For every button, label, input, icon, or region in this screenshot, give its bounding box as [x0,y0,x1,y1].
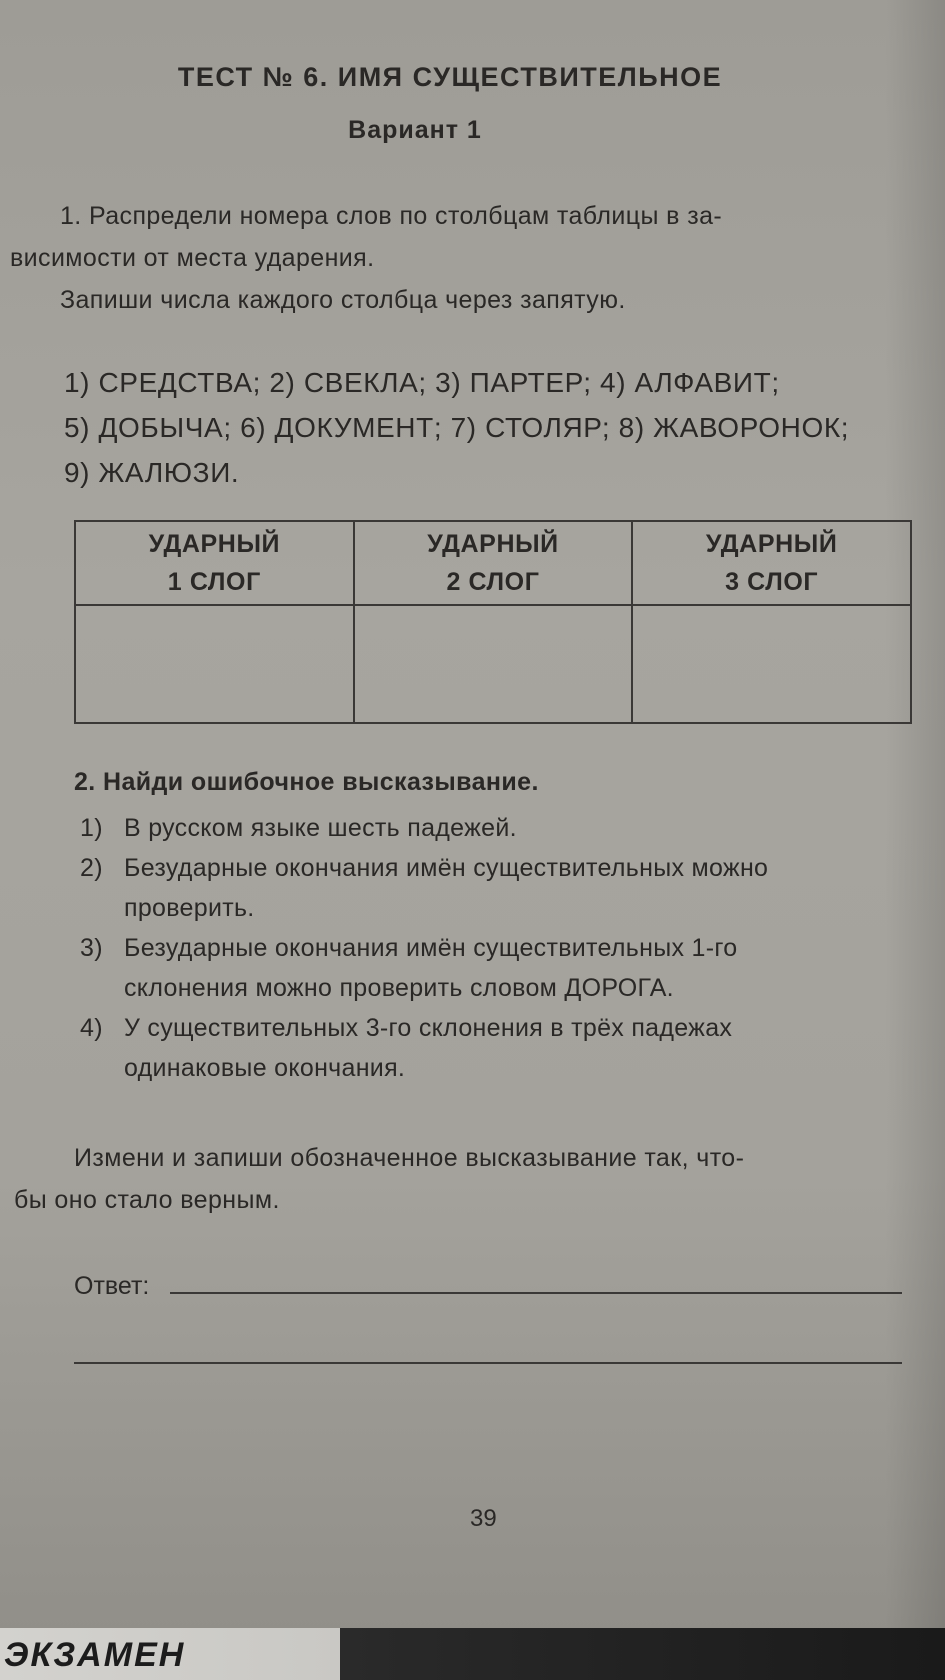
task2-heading: 2. Найди ошибочное высказывание. [74,768,539,796]
task1-line2: висимости от места ударения. [10,244,375,272]
statement-text: одинаковые окончания. [124,1054,406,1082]
answer-cell-syllable-3[interactable] [632,605,911,723]
stress-table-header [75,521,911,605]
page-number: 39 [470,1505,497,1532]
column-header-syllable-2 [354,521,633,605]
column-header-line: 1 СЛОГ [167,568,261,596]
statement-2 [80,848,930,928]
task1-line1: 1. Распредели номера слов по столбцам таблицы в за- [60,202,723,230]
answer-cell-syllable-1[interactable] [75,605,354,723]
statement-number: 1) [80,814,103,842]
statement-4 [80,1008,930,1088]
statement-text: Безударные окончания имён существительных 1-го [124,934,738,962]
task2-instruction-line1: Измени и запиши обозначенное высказывание так, что- [74,1144,745,1172]
stress-table [74,520,912,724]
statement-text: проверить. [124,894,255,922]
word-list-line1: 1) СРЕДСТВА; 2) СВЕКЛА; 3) ПАРТЕР; 4) АЛФАВИТ; [64,367,780,398]
answer-label: Ответ: [74,1272,150,1300]
task1-line3: Запиши числа каждого столбца через запятую. [60,286,626,314]
column-header-syllable-3 [632,521,911,605]
column-header-line: 3 СЛОГ [725,568,819,596]
statement-text: склонения можно проверить словом ДОРОГА. [124,974,674,1002]
word-list-line3: 9) ЖАЛЮЗИ. [64,457,240,488]
column-header-syllable-1 [75,521,354,605]
statement-number: 4) [80,1014,103,1042]
statement-text: У существительных 3-го склонения в трёх падежах [124,1014,733,1042]
column-header-line: 2 СЛОГ [446,568,540,596]
answer-line-2[interactable] [74,1362,902,1364]
statement-number: 3) [80,934,103,962]
answer-cell-syllable-2[interactable] [354,605,633,723]
publisher-logo: ЭКЗАМЕН [4,1636,186,1674]
statement-number: 2) [80,854,103,882]
word-list-line2: 5) ДОБЫЧА; 6) ДОКУМЕНТ; 7) СТОЛЯР; 8) ЖАВОРОНОК; [64,412,850,443]
statement-text: Безударные окончания имён существительных можно [124,854,769,882]
test-title: ТЕСТ № 6. ИМЯ СУЩЕСТВИТЕЛЬНОЕ [177,62,723,92]
variant-subtitle: Вариант 1 [348,116,482,144]
task2-instruction-line2: бы оно стало верным. [14,1186,280,1214]
column-header-line: УДАРНЫЙ [427,530,559,558]
statement-3 [80,928,930,1008]
stress-table-answer-row [75,605,911,723]
statement-text: В русском языке шесть падежей. [124,814,517,842]
statement-1 [80,808,920,848]
answer-line-1[interactable] [170,1292,902,1294]
column-header-line: УДАРНЫЙ [148,530,281,558]
column-header-line: УДАРНЫЙ [705,530,838,558]
